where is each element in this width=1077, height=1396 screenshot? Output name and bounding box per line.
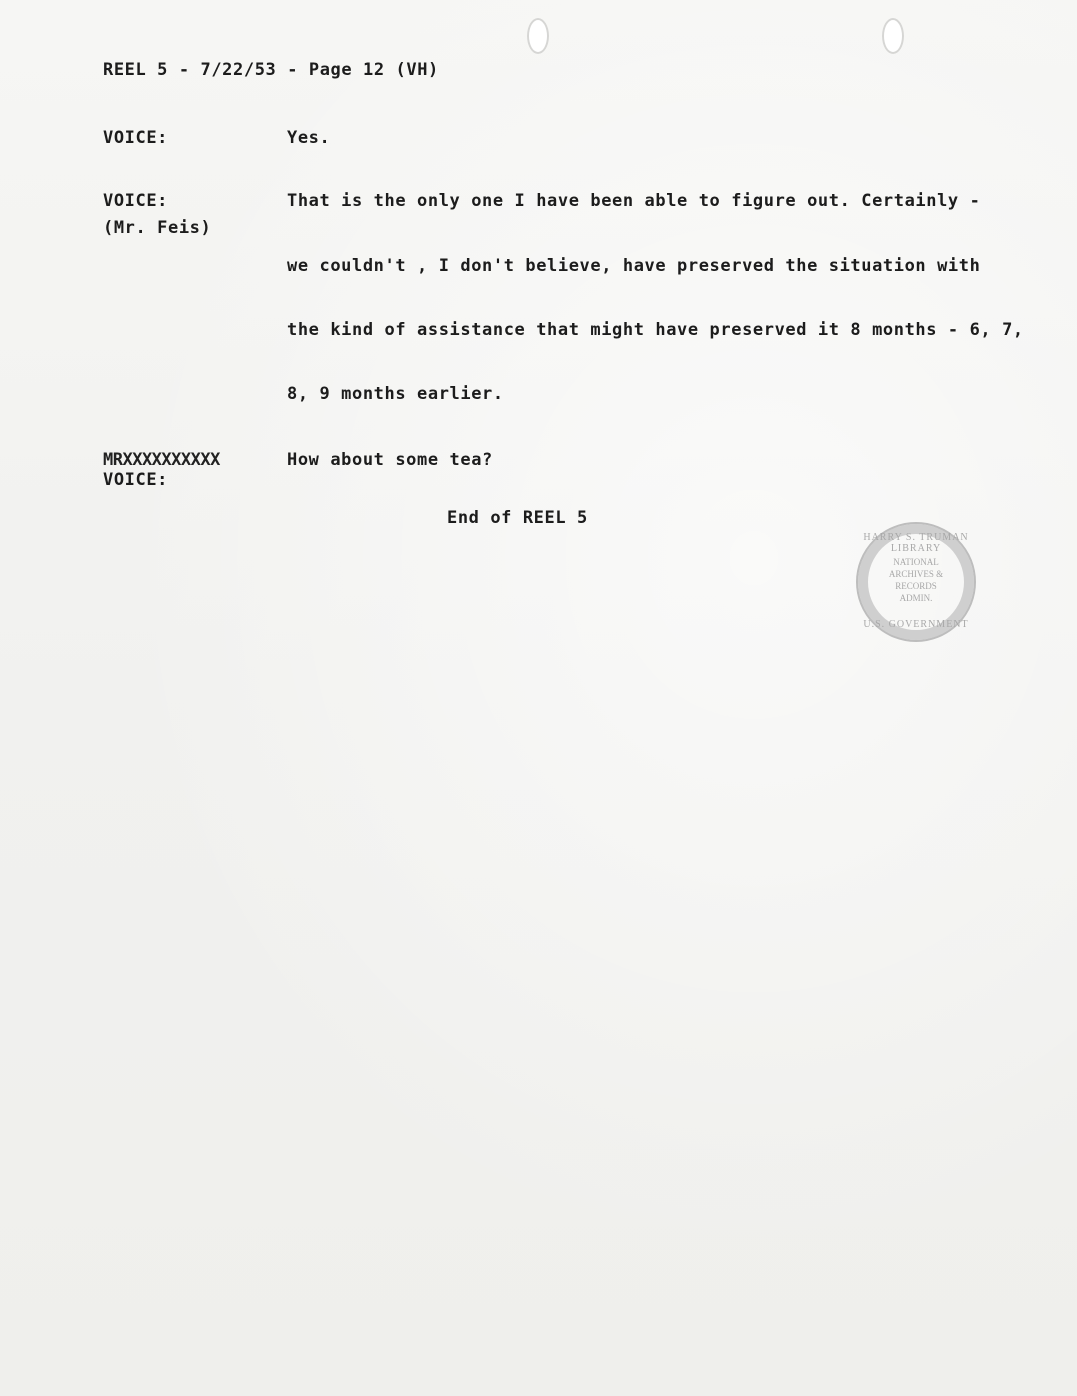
end-of-reel-note: End of REEL 5 xyxy=(447,508,588,528)
stamp-top-text: HARRY S. TRUMAN LIBRARY xyxy=(863,532,969,554)
struck-out-speaker: MRXXXXXXXXXX xyxy=(103,450,220,470)
stamp-center-text: NATIONAL ARCHIVES & RECORDS ADMIN. xyxy=(888,557,944,603)
dialogue-line: 8, 9 months earlier. xyxy=(287,384,504,404)
speaker-label: VOICE: xyxy=(103,128,169,148)
speaker-label: VOICE: xyxy=(103,470,169,490)
punch-hole-right xyxy=(882,18,904,54)
speaker-note: (Mr. Feis) xyxy=(103,218,212,238)
dialogue-line: Yes. xyxy=(287,128,331,148)
stamp-bottom-text: U.S. GOVERNMENT xyxy=(863,619,969,630)
speaker-label: VOICE: xyxy=(103,191,169,211)
dialogue-line: That is the only one I have been able to figure out. Certainly - xyxy=(287,191,981,211)
dialogue-line: we couldn't , I don't believe, have preserved the situation with xyxy=(287,256,981,276)
punch-hole-left xyxy=(527,18,549,54)
dialogue-line: the kind of assistance that might have preserved it 8 months - 6, 7, xyxy=(287,320,1024,340)
archive-stamp xyxy=(856,522,976,642)
page-header: REEL 5 - 7/22/53 - Page 12 (VH) xyxy=(103,60,439,80)
dialogue-line: How about some tea? xyxy=(287,450,493,470)
